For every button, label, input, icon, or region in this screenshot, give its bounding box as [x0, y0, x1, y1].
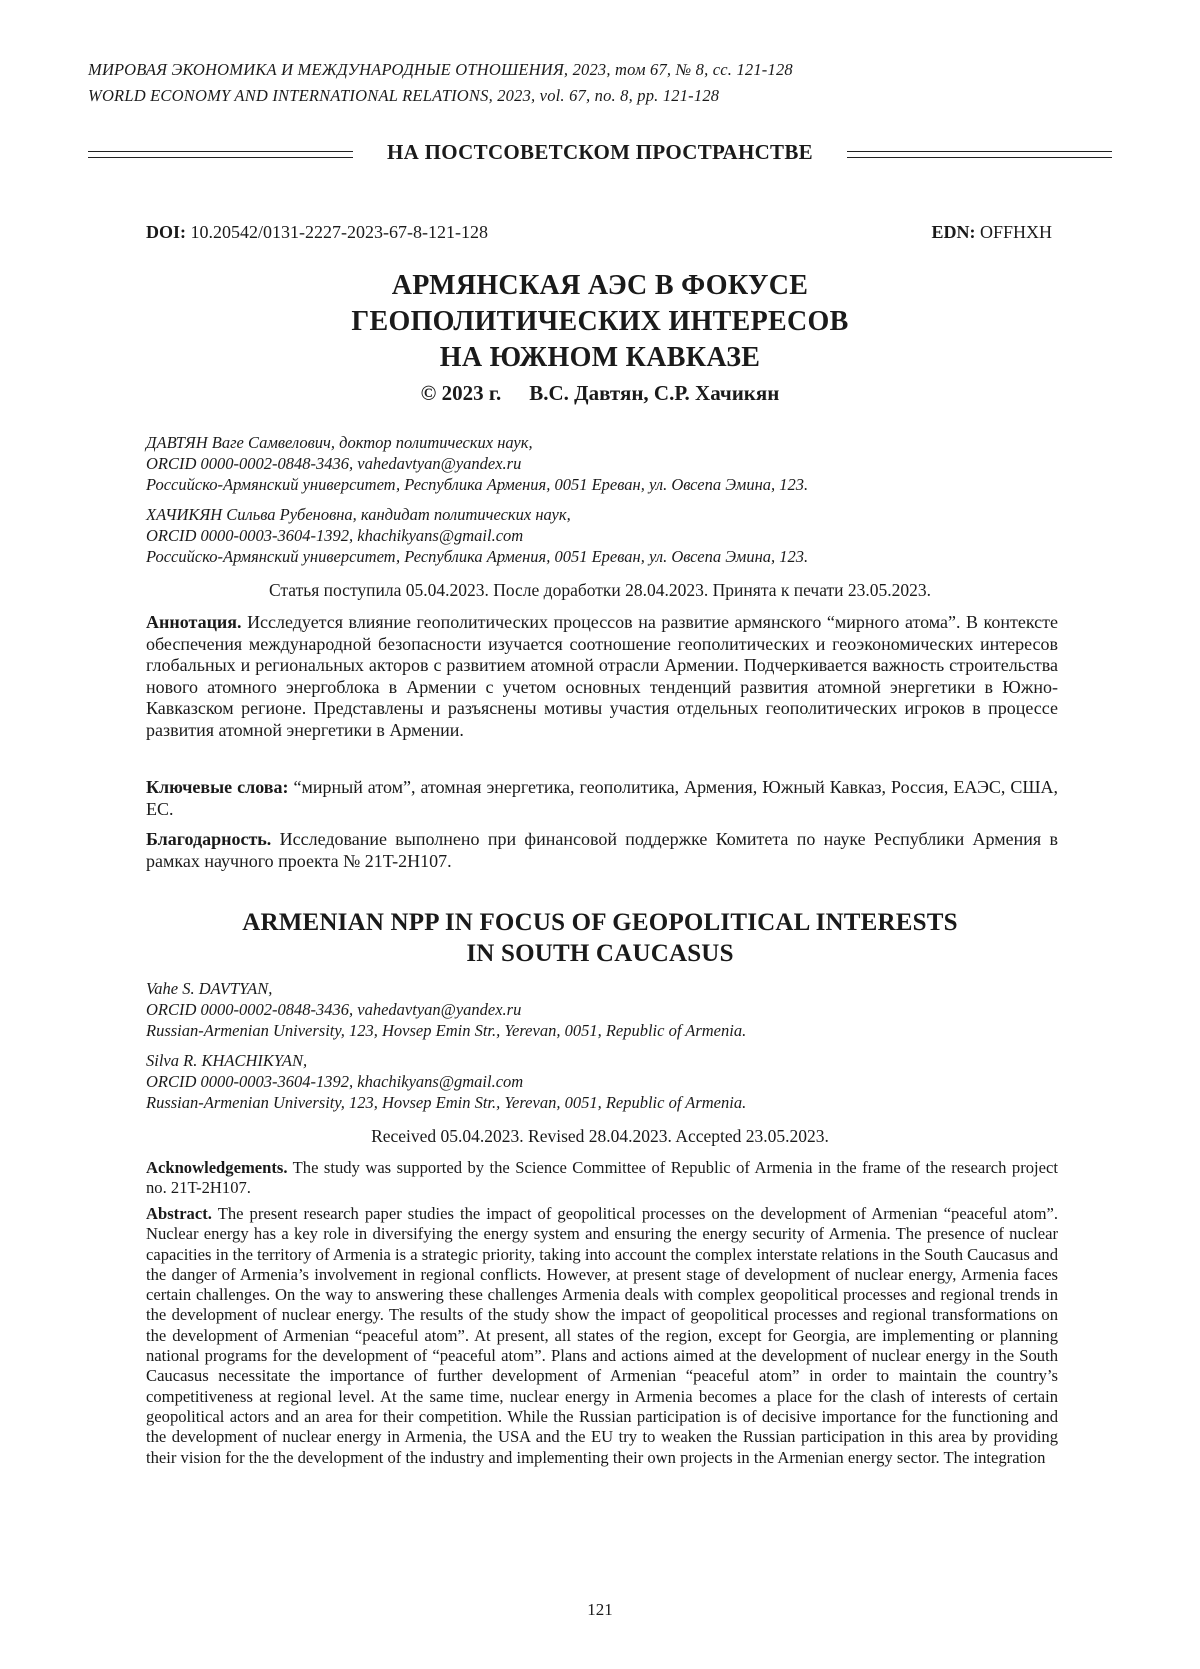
journal-header-ru: МИРОВАЯ ЭКОНОМИКА И МЕЖДУНАРОДНЫЕ ОТНОШЕНИЯ, 2023, том 67, № 8, сс. 121-128: [88, 60, 793, 79]
doi: [146, 222, 488, 243]
keywords-label: Ключевые слова:: [146, 777, 289, 797]
rubric-rule-right: [847, 151, 1112, 158]
journal-header-en: WORLD ECONOMY AND INTERNATIONAL RELATIONS, 2023, vol. 67, no. 8, pp. 121-128: [88, 86, 720, 105]
institution-line: Russian-Armenian University, 123, Hovsep Emin Str., Yerevan, 0051, Republic of Armenia.: [146, 1021, 747, 1040]
affiliation-ru-1: [146, 432, 1066, 495]
affiliation-ru-2: [146, 504, 1066, 567]
page-number: 121: [587, 1600, 613, 1619]
author-name-line: ДАВТЯН Ваге Самвелович, доктор политических наук,: [146, 433, 533, 452]
orcid-email-line[interactable]: ORCID 0000-0003-3604-1392, khachikyans@gmail.com: [146, 526, 524, 545]
copyright-year: © 2023 г.: [420, 381, 502, 405]
institution-line: Российско-Армянский университет, Республика Армения, 0051 Ереван, ул. Овсепа Эмина, 123.: [146, 547, 809, 566]
institution-line: Российско-Армянский университет, Республика Армения, 0051 Ереван, ул. Овсепа Эмина, 123.: [146, 475, 809, 494]
dates-en: Received 05.04.2023. Revised 28.04.2023. Accepted 23.05.2023.: [371, 1126, 829, 1146]
section-rubric: [88, 140, 1112, 170]
abstract-en: [146, 1204, 1058, 1468]
author-name-line: ХАЧИКЯН Сильва Рубеновна, кандидат политических наук,: [146, 505, 571, 524]
article-title-ru: [146, 268, 1054, 376]
annotation-ru: [146, 612, 1058, 742]
author-name-line: Silva R. KHACHIKYAN,: [146, 1051, 308, 1070]
gratitude-label: Благодарность.: [146, 829, 272, 849]
keywords-text: “мирный атом”, атомная энергетика, геополитика, Армения, Южный Кавказ, Россия, ЕАЭС, США, ЕС.: [146, 777, 1058, 819]
gratitude-ru: [146, 829, 1058, 872]
title-en-line: ARMENIAN NPP IN FOCUS OF GEOPOLITICAL INTERESTS: [242, 909, 958, 936]
title-ru-line: АРМЯНСКАЯ АЭС В ФОКУСЕ: [391, 270, 809, 301]
section-title: НА ПОСТСОВЕТСКОМ ПРОСТРАНСТВЕ: [387, 140, 813, 164]
orcid-email-line[interactable]: ORCID 0000-0002-0848-3436, vahedavtyan@yandex.ru: [146, 1000, 522, 1019]
edn-label: EDN:: [931, 222, 976, 242]
orcid-email-line[interactable]: ORCID 0000-0002-0848-3436, vahedavtyan@yandex.ru: [146, 454, 522, 473]
keywords-ru: [146, 777, 1058, 820]
institution-line: Russian-Armenian University, 123, Hovsep Emin Str., Yerevan, 0051, Republic of Armenia.: [146, 1093, 747, 1112]
abstract-text: The present research paper studies the impact of geopolitical processes on the development of Armenian “peaceful atom”. Nuclear energy has a key role in diversifying the energy system and ensuring the energy security of Armenia. The presence of nuclear capacities in the territory of Armenia is a strategic priority, taking into account the complex interstate relations in the South Caucasus and the danger of Armenia’s involvement in regional conflicts. However, at present stage of development of nuclear energy, Armenia faces certain challenges. On the way to answering these challenges Armenia deals with complex geopolitical processes and regional trends in the development of nuclear energy. The results of the study show the impact of geopolitical processes and regional transformations on the development of Armenian “peaceful atom”. At present, all states of the region, except for Georgia, are implementing or planning national programs for the development of “peaceful atom”. Plans and actions aimed at the development of nuclear energy in the South Caucasus necessitate the importance of further development of Armenian “peaceful atom” in order to maintain the country’s competitiveness at regional level. At the same time, nuclear energy in Armenia becomes a place for the clash of interests of certain geopolitical actors and an area for their competition. While the Russian participation is of decisive importance for the functioning and the development of nuclear energy in Armenia, the USA and the EU try to weaken the Russian participation in this area by providing their vision for the the development of the industry and implementing their own projects in the Armenian energy sector. The integration: [146, 1204, 1058, 1467]
title-ru-line: ГЕОПОЛИТИЧЕСКИХ ИНТЕРЕСОВ: [351, 306, 849, 337]
annotation-text: Исследуется влияние геополитических процессов на развитие армянского “мирного атома”. В контексте обеспечения международной безопасности изучается соотношение геополитических и геоэкономических интересов глобальных и региональных акторов с развитием атомной отрасли Армении. Подчеркивается важность строительства нового атомного энергоблока в Армении с учетом основных тенденций развития атомной энергетики в Южно-Кавказском регионе. Представлены и разъяснены мотивы участия отдельных геополитических игроков в процессе развития атомной энергетики в Армении.: [146, 612, 1058, 740]
title-en-line: IN SOUTH CAUCASUS: [466, 940, 734, 967]
author-name-line: Vahe S. DAVTYAN,: [146, 979, 273, 998]
affiliation-en-2: [146, 1050, 1066, 1113]
annotation-label: Аннотация.: [146, 612, 242, 632]
abstract-label: Abstract.: [146, 1204, 212, 1223]
acknowledgements-en: [146, 1158, 1058, 1199]
title-ru-line: НА ЮЖНОМ КАВКАЗЕ: [439, 342, 761, 373]
author-names-ru: В.С. Давтян, С.Р. Хачикян: [529, 381, 780, 405]
edn-value: OFFHXH: [979, 222, 1052, 242]
authors-ru: [146, 381, 1054, 406]
article-title-en: [146, 907, 1054, 969]
doi-value[interactable]: 10.20542/0131-2227-2023-67-8-121-128: [190, 222, 488, 242]
gratitude-text: Исследование выполнено при финансовой поддержке Комитета по науке Республики Армения в рамках научного проекта № 21T-2H107.: [146, 829, 1059, 871]
affiliation-en-1: [146, 978, 1066, 1041]
acknowledgements-text: The study was supported by the Science Committee of Republic of Armenia in the frame of the research project no. 21T-2H107.: [146, 1158, 1058, 1198]
orcid-email-line[interactable]: ORCID 0000-0003-3604-1392, khachikyans@gmail.com: [146, 1072, 524, 1091]
dates-ru: Статья поступила 05.04.2023. После доработки 28.04.2023. Принята к печати 23.05.2023.: [268, 580, 932, 600]
acknowledgements-label: Acknowledgements.: [146, 1158, 288, 1177]
doi-label: DOI:: [146, 222, 186, 242]
edn: [931, 222, 1052, 243]
